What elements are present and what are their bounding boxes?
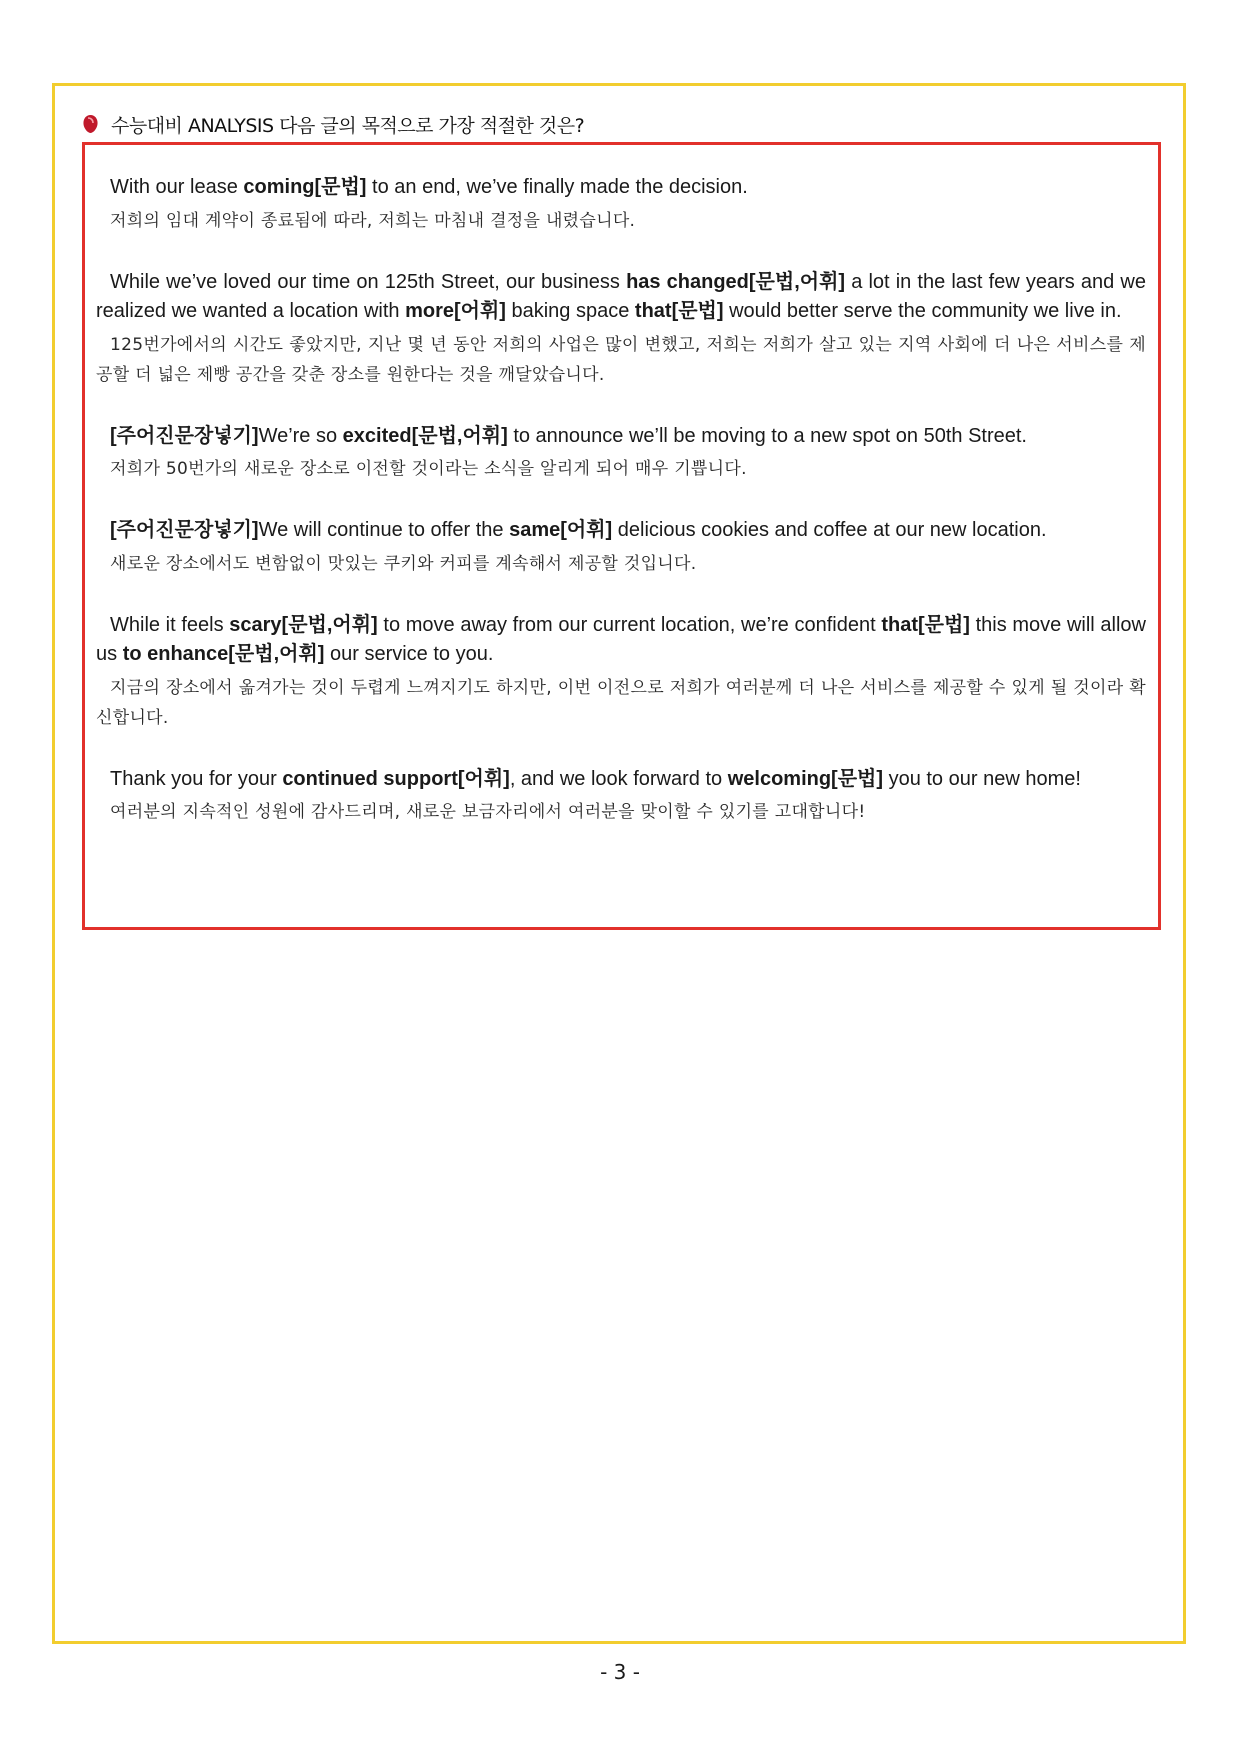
sentence-text: our service to you. (324, 643, 494, 665)
sentence-text: would better serve the community we live in. (723, 300, 1122, 322)
korean-translation: 지금의 장소에서 옮겨가는 것이 두렵게 느껴지기도 하지만, 이번 이전으로 저희가 여러분께 더 나은 서비스를 제공할 수 있게 될 것이라 확신합니다. (96, 677, 1146, 728)
sentence-text: this move will allow us (96, 613, 1146, 665)
sentence-text: delicious cookies and coffee at our new location. (612, 519, 1047, 541)
korean-translation: 저희의 임대 계약이 종료됨에 따라, 저희는 마침내 결정을 내렸습니다. (110, 210, 636, 231)
sentence-text: to an end, we’ve finally made the decision. (366, 176, 748, 198)
annotated-term: continued support[어휘] (282, 767, 510, 790)
annotated-term: has changed[문법,어휘] (626, 270, 846, 293)
paragraph (96, 516, 1146, 579)
annotated-term: same[어휘] (509, 519, 613, 541)
sentence-text: you to our new home! (883, 767, 1081, 790)
annotated-term: that[문법] (881, 613, 970, 636)
sentence-text: Thank you for your (110, 767, 283, 790)
english-sentence (96, 268, 1146, 327)
korean-translation: 125번가에서의 시간도 좋았지만, 지난 몇 년 동안 저희의 사업은 많이 변했고, 저희는 저희가 살고 있는 지역 사회에 더 나은 서비스를 제공할 더 넓은 제빵 공간을 갖춘 장소를 원한다는 것을 깨달았습니다. (96, 334, 1146, 385)
english-sentence (96, 516, 1146, 546)
paragraph (96, 611, 1146, 733)
sentence-text: a lot in the last few years and we realized we wanted a location with (96, 270, 1146, 322)
english-sentence (96, 765, 1146, 795)
sentence-text: We will continue to offer the (258, 519, 510, 541)
passage-box (82, 142, 1161, 930)
sentence-text: We’re so (258, 424, 343, 447)
annotated-term: excited[문법,어휘] (342, 424, 508, 447)
annotated-term: more[어휘] (405, 300, 506, 322)
section-header (82, 108, 584, 140)
sentence-text: to move away from our current location, we’re confident (377, 613, 882, 636)
header-title: 수능대비 ANALYSIS 다음 글의 목적으로 가장 적절한 것은? (111, 114, 585, 137)
korean-translation: 여러분의 지속적인 성원에 감사드리며, 새로운 보금자리에서 여러분을 맞이할 수 있기를 고대합니다! (110, 802, 866, 822)
english-sentence (96, 611, 1146, 670)
english-sentence (96, 173, 1146, 203)
red-bullet-icon (82, 114, 99, 134)
paragraph (96, 765, 1146, 828)
paragraph (96, 422, 1146, 485)
annotated-term: scary[문법,어휘] (229, 613, 378, 636)
annotated-term: coming[문법] (243, 176, 367, 198)
page-number: - 3 - (600, 1660, 640, 1684)
sentence-text: baking space (505, 300, 635, 322)
annotated-term: [주어진문장넣기] (110, 519, 259, 541)
paragraph (96, 268, 1146, 390)
korean-translation: 새로운 장소에서도 변함없이 맛있는 쿠키와 커피를 계속해서 제공할 것입니다. (110, 553, 697, 574)
annotated-term: to enhance[문법,어휘] (122, 643, 325, 665)
annotated-term: that[문법] (634, 300, 724, 322)
sentence-text: While it feels (110, 613, 230, 636)
annotated-term: welcoming[문법] (727, 767, 884, 790)
english-sentence (96, 422, 1146, 452)
sentence-text: With our lease (110, 176, 244, 198)
sentence-text: While we’ve loved our time on 125th Street, our business (110, 270, 627, 293)
annotated-term: [주어진문장넣기] (110, 424, 259, 447)
sentence-text: to announce we’ll be moving to a new spot on 50th Street. (507, 424, 1027, 447)
sentence-text: , and we look forward to (509, 767, 728, 790)
korean-translation: 저희가 50번가의 새로운 장소로 이전할 것이라는 소식을 알리게 되어 매우 기쁩니다. (110, 459, 747, 479)
paragraph (96, 173, 1146, 236)
